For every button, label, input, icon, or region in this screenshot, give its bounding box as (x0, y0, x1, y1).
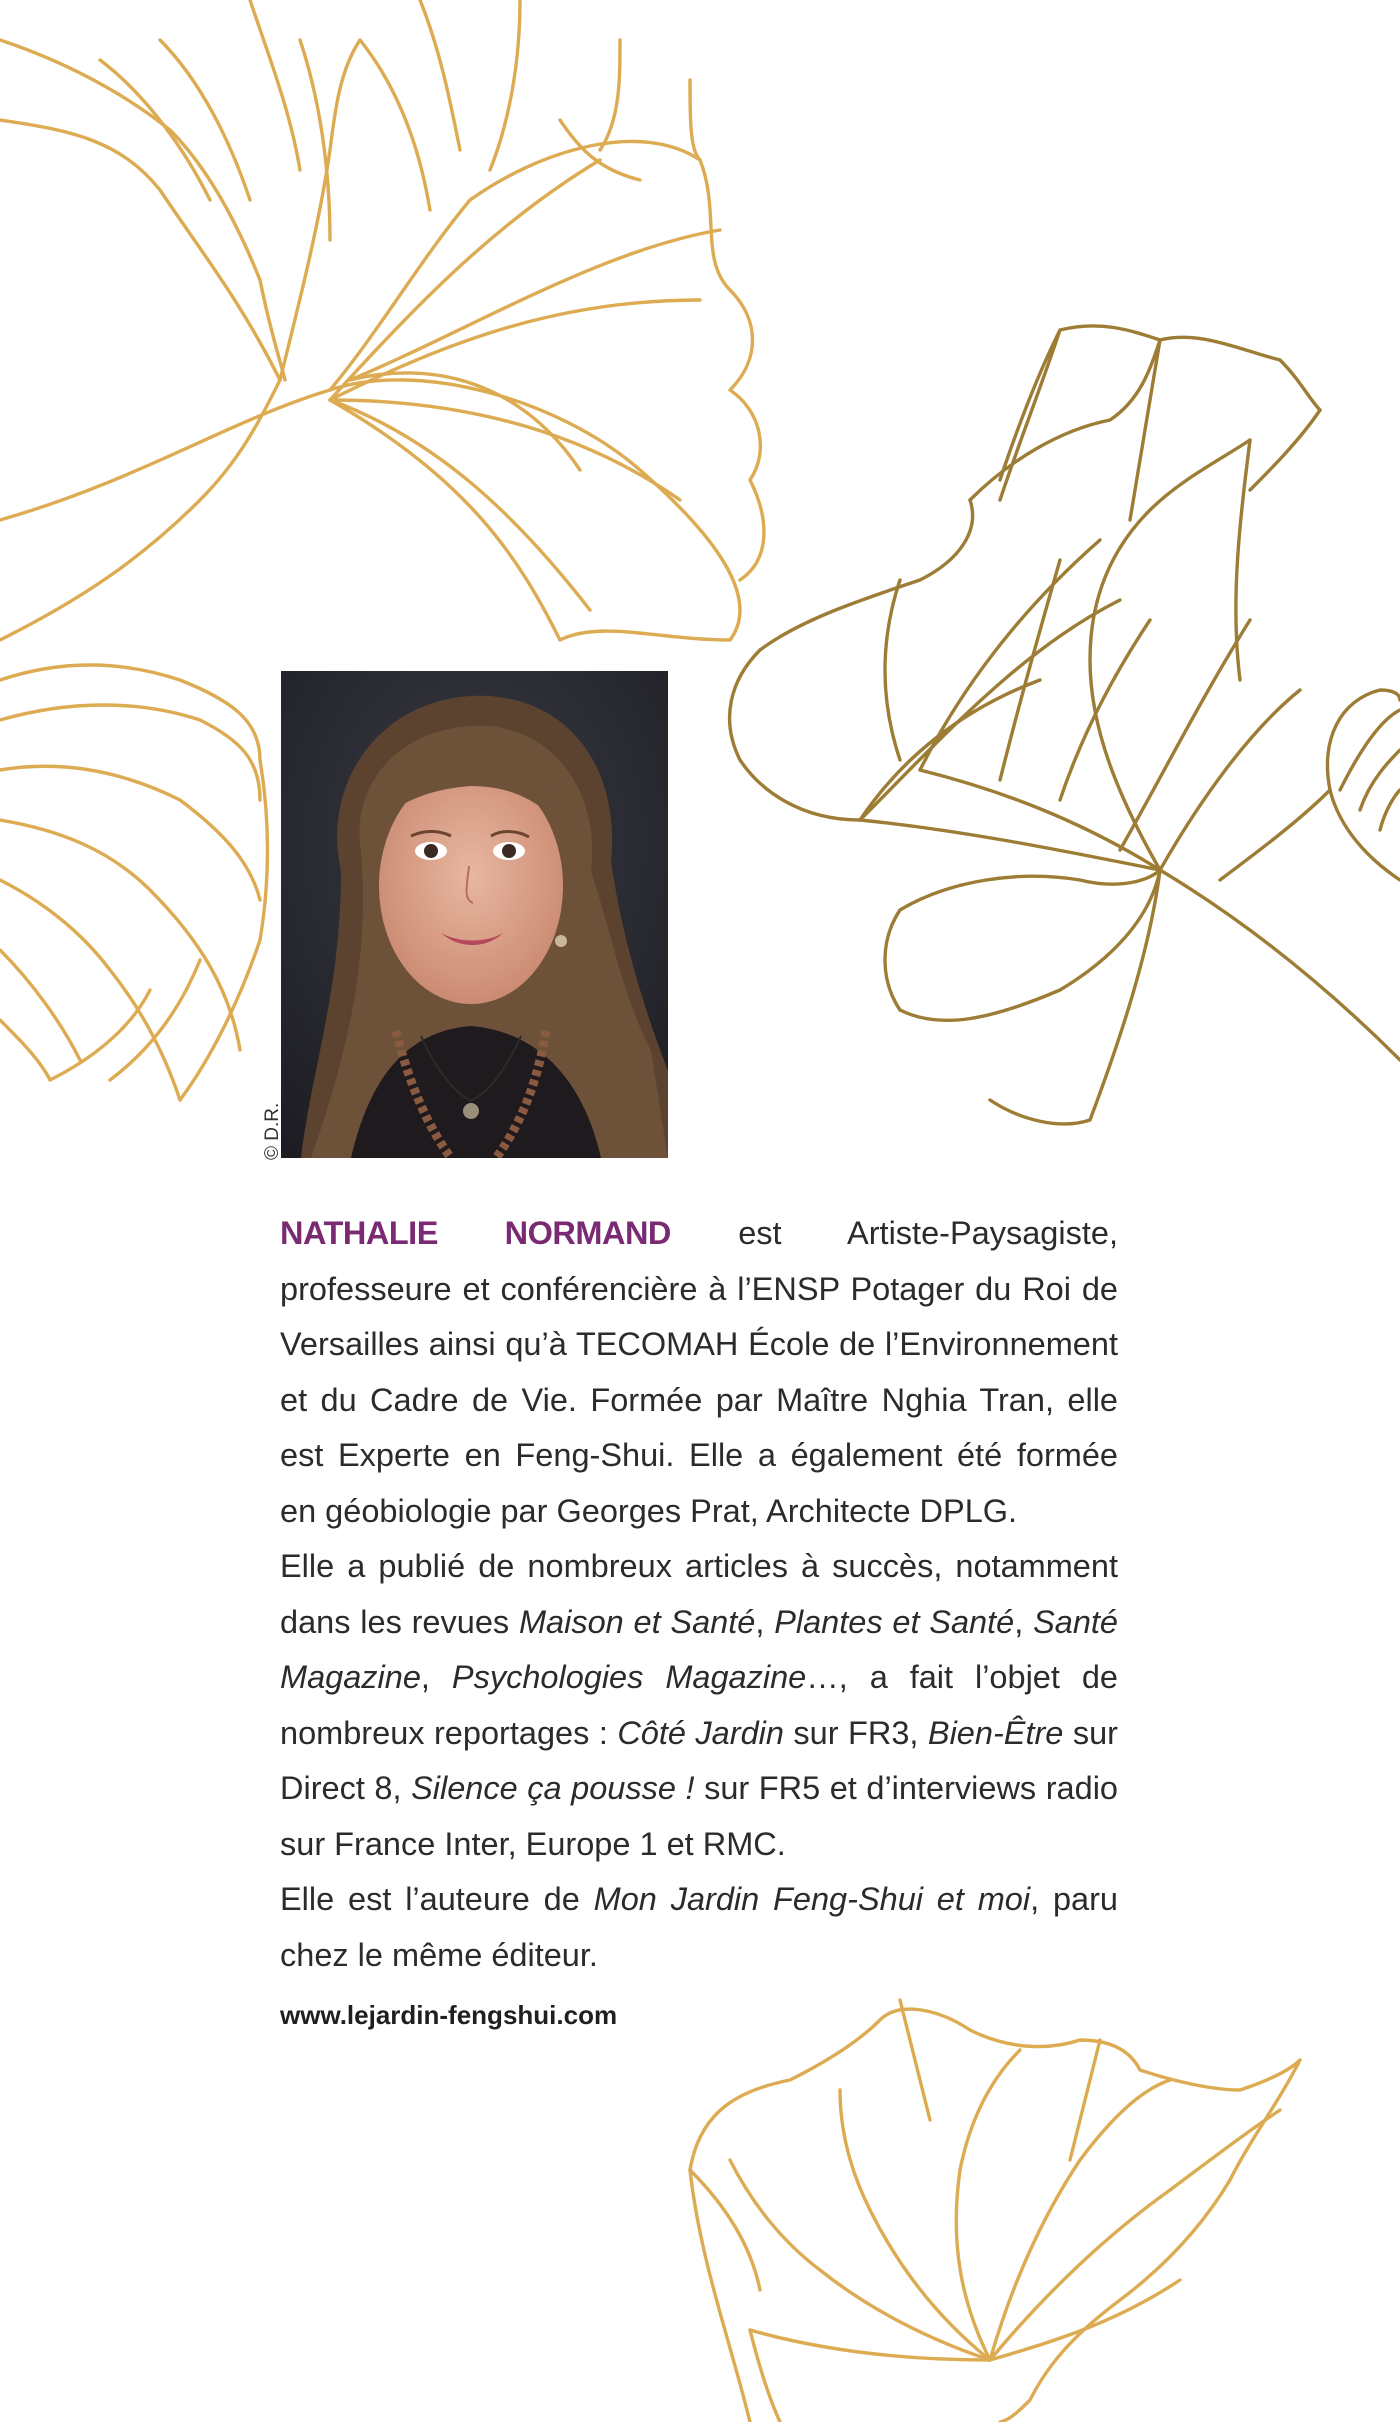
ginkgo-leaf-right-middle (730, 326, 1400, 1124)
ginkgo-leaf-top-left (0, 0, 764, 640)
author-portrait-photo (281, 671, 668, 1158)
magazine-title: Plantes et Santé (774, 1603, 1015, 1640)
photo-credit: © D.R. (262, 1102, 283, 1160)
book-title: Mon Jardin Feng-Shui et moi (593, 1881, 1031, 1917)
show-title: Côté Jardin (617, 1714, 784, 1751)
website-url[interactable]: www.lejardin-fengshui.com (280, 2000, 618, 2030)
show-title: Silence ça pousse ! (411, 1770, 695, 1806)
bio-paragraph-1: NATHALIE NORMAND est Artiste-Paysagiste, professeure et conférencière à l’ENSP Potager du Roi de Versailles ainsi qu’à TECOMAH École de l’Environnement et du Cadre de Vie. Formée par Maître Nghia Tran, elle est Experte en Feng-Shui. Elle a également été formée en géobiologie par Georges Prat, Architecte DPLG. (280, 1215, 1118, 1529)
bio-paragraph-2: Elle a publié de nombreux articles à succès, notamment dans les revues Maison et Santé, Plantes et Santé, Santé Magazine, Psychologies Magazine…, a fait l’objet de nombreux reportages : Côté Jardin sur FR3, Bien-Être sur Direct 8, Silence ça pousse ! sur FR5 et d’interviews radio sur France Inter, Europe 1 et RMC. (280, 1548, 1118, 1862)
author-name: NATHALIE NORMAND (280, 1215, 671, 1251)
magazine-title: Santé Magazine (280, 1603, 1118, 1695)
ginkgo-leaf-bottom (690, 2000, 1300, 2422)
magazine-title: Psychologies Magazine (451, 1659, 807, 1695)
show-title: Bien-Être (927, 1714, 1064, 1751)
author-biography (280, 1206, 1118, 1983)
bio-paragraph-3: Elle est l’auteure de Mon Jardin Feng-Shui et moi, paru chez le même éditeur. (280, 1881, 1119, 1973)
ginkgo-leaf-left-middle (0, 665, 268, 1100)
magazine-title: Maison et Santé (518, 1603, 756, 1640)
